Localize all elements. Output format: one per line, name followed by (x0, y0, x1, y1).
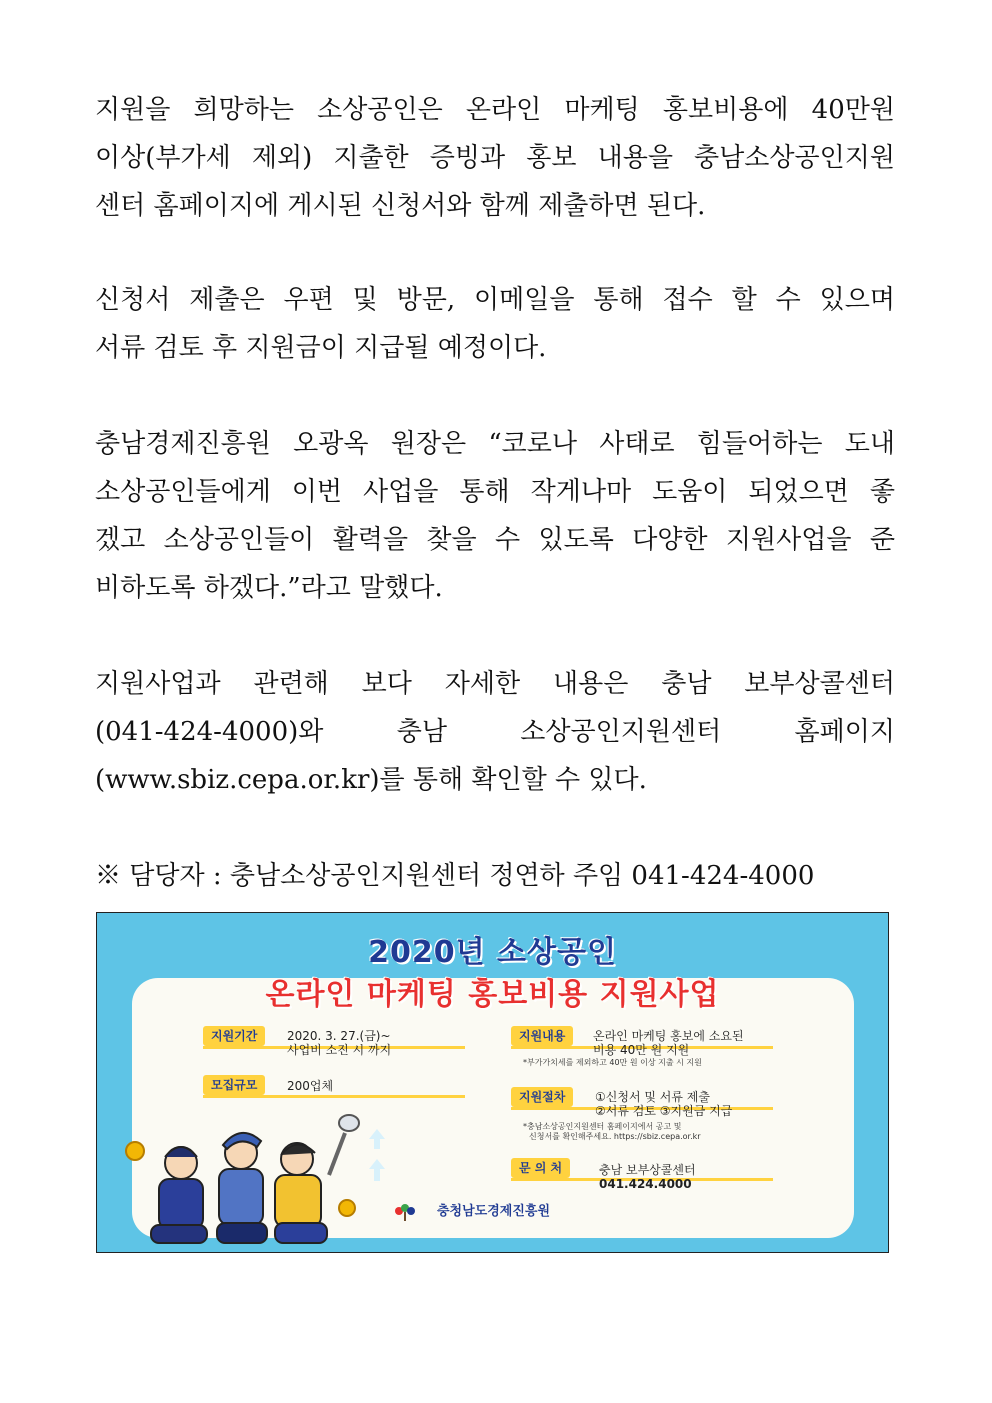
up-arrows-icon (369, 1129, 385, 1189)
paragraph-4 (95, 660, 895, 804)
text-line: 서류 검토 후 지원금이 지급될 예정이다. (95, 333, 547, 363)
text-line: 소상공인들에게 이번 사업을 통해 작게나마 도움이 되었으면 좋 (95, 477, 895, 507)
content-value-1: 온라인 마케팅 홍보에 소요된 (593, 1029, 744, 1043)
inquiry-tag: 문 의 처 (511, 1158, 570, 1178)
text-line: (www.sbiz.cepa.or.kr)를 통해 확인할 수 있다. (95, 765, 647, 795)
text-line: (041-424-4000)와 충남 소상공인지원센터 홈페이지 (95, 717, 895, 747)
paragraph-2 (95, 276, 895, 372)
text-line: 겠고 소상공인들이 활력을 찾을 수 있도록 다양한 지원사업을 준 (95, 525, 895, 555)
inquiry-value-1: 충남 보부상콜센터 (599, 1163, 696, 1177)
procedure-tag: 지원절차 (511, 1087, 573, 1107)
text-line: 지원을 희망하는 소상공인은 온라인 마케팅 홍보비용에 40만원 (95, 95, 895, 125)
cepa-logo-text: 충청남도경제진흥원 (437, 1204, 551, 1219)
procedure-value-2: ②서류 검토 ③지원금 지급 (595, 1104, 733, 1118)
procedure-value-1: ①신청서 및 서류 제출 (595, 1090, 710, 1104)
paragraph-3 (95, 420, 895, 612)
paragraph-1 (95, 86, 895, 230)
inquiry-value-2: 041.424.4000 (599, 1177, 692, 1191)
poster-title-line1: 2020년 소상공인 (368, 935, 617, 970)
text-line: 지원사업과 관련해 보다 자세한 내용은 충남 보부상콜센터 (95, 669, 895, 699)
scale-value: 200업체 (287, 1079, 334, 1093)
scale-tag: 모집규모 (203, 1075, 265, 1095)
procedure-note-2: 신청서를 확인해주세요. https://sbiz.cepa.or.kr (529, 1132, 701, 1141)
text-line: 신청서 제출은 우편 및 방문, 이메일을 통해 접수 할 수 있으며 (95, 285, 895, 315)
characters-illustration (111, 1093, 371, 1253)
text-line: 충남경제진흥원 오광옥 원장은 “코로나 사태로 힘들어하는 도내 (95, 429, 895, 459)
content-note: *부가가치세를 제외하고 40만 원 이상 지출 시 지원 (523, 1058, 702, 1067)
procedure-note-1: *충남소상공인지원센터 홈페이지에서 공고 및 (523, 1122, 682, 1131)
period-value-1: 2020. 3. 27.(금)~ (287, 1029, 391, 1043)
text-line: 이상(부가세 제외) 지출한 증빙과 홍보 내용을 충남소상공인지원 (95, 143, 895, 173)
poster-title-line2: 온라인 마케팅 홍보비용 지원사업 (265, 977, 720, 1012)
period-tag: 지원기간 (203, 1026, 265, 1046)
content-tag: 지원내용 (511, 1026, 573, 1046)
content-value-2: 비용 40만 원 지원 (593, 1043, 690, 1057)
period-value-2: 사업비 소진 시 까지 (287, 1043, 392, 1057)
contact-note: ※ 담당자 : 충남소상공인지원센터 정연하 주임 041-424-4000 (95, 861, 815, 891)
cepa-logo-icon (393, 1203, 417, 1221)
text-line: 센터 홈페이지에 게시된 신청서와 함께 제출하면 된다. (95, 191, 706, 221)
text-line: 비하도록 하겠다.”라고 말했다. (95, 573, 443, 603)
promo-poster (96, 912, 889, 1253)
